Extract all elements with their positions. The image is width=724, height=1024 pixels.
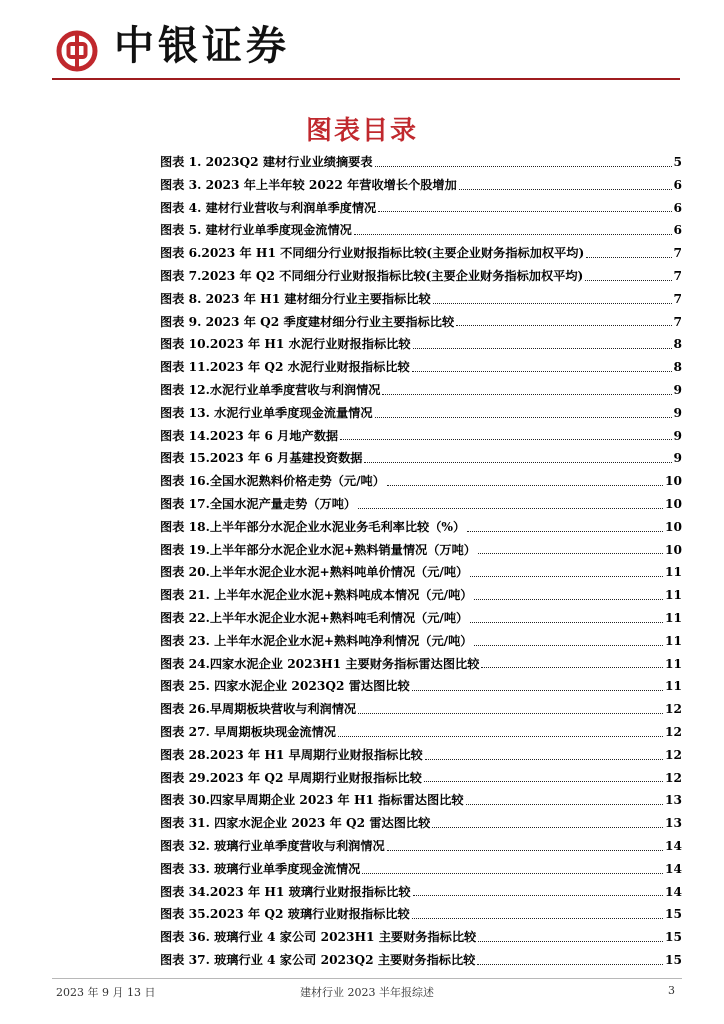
footer-report-title: 建材行业 2023 半年报综述	[300, 986, 434, 999]
toc-item-page: 6	[673, 223, 682, 238]
toc-item[interactable]	[160, 288, 682, 311]
toc-item[interactable]	[160, 311, 682, 334]
toc-item-page: 8	[673, 360, 682, 375]
toc-item-label: 图表 5. 建材行业单季度现金流情况	[160, 223, 352, 238]
toc-item[interactable]	[160, 197, 682, 220]
toc-item-label: 图表 6.2023 年 H1 不同细分行业财报指标比较(主要企业财务指标加权平均)	[160, 246, 585, 261]
toc-leader-dots	[456, 325, 671, 326]
toc-leader-dots	[358, 508, 663, 509]
toc-item-page: 15	[665, 930, 682, 945]
toc-item-label: 图表 22.上半年水泥企业水泥+熟料吨毛利情况（元/吨）	[160, 610, 469, 625]
toc-item[interactable]	[160, 721, 682, 744]
toc-item-page: 11	[665, 679, 682, 694]
toc-leader-dots	[362, 873, 663, 874]
toc-leader-dots	[412, 371, 672, 372]
toc-leader-dots	[466, 804, 664, 805]
brand-name: 中银证券	[114, 22, 290, 69]
toc-item-label: 图表 35.2023 年 Q2 玻璃行业财报指标比较	[160, 907, 410, 922]
toc-item-label: 图表 21. 上半年水泥企业水泥+熟料吨成本情况（元/吨）	[160, 588, 473, 603]
toc-item-label: 图表 30.四家早周期企业 2023 年 H1 指标雷达图比较	[160, 793, 464, 808]
toc-item-label: 图表 31. 四家水泥企业 2023 年 Q2 雷达图比较	[160, 816, 431, 831]
toc-item-label: 图表 12.水泥行业单季度营收与利润情况	[160, 382, 381, 397]
toc-item-label: 图表 25. 四家水泥企业 2023Q2 雷达图比较	[160, 679, 410, 694]
toc-item-label: 图表 14.2023 年 6 月地产数据	[160, 428, 339, 443]
toc-item-page: 12	[665, 747, 682, 762]
toc-leader-dots	[375, 166, 672, 167]
toc-item-label: 图表 27. 早周期板块现金流情况	[160, 724, 336, 739]
toc-item[interactable]	[160, 584, 682, 607]
toc-item[interactable]	[160, 516, 682, 539]
toc-item-page: 13	[665, 793, 682, 808]
toc-item[interactable]	[160, 470, 682, 493]
toc-item-page: 7	[673, 314, 682, 329]
toc-leader-dots	[470, 622, 663, 623]
toc-item-page: 7	[673, 268, 682, 283]
toc-leader-dots	[358, 713, 663, 714]
toc-item[interactable]	[160, 744, 682, 767]
toc-item-page: 11	[665, 633, 682, 648]
toc-item[interactable]	[160, 242, 682, 265]
toc-item-label: 图表 1. 2023Q2 建材行业业绩摘要表	[160, 155, 373, 169]
toc-item-page: 10	[665, 474, 682, 489]
toc-item[interactable]	[160, 903, 682, 926]
toc-item-page: 12	[665, 724, 682, 739]
toc-leader-dots	[478, 553, 663, 554]
toc-item-label: 图表 4. 建材行业营收与利润单季度情况	[160, 200, 377, 215]
toc-item-page: 11	[665, 565, 682, 580]
toc-item[interactable]	[160, 539, 682, 562]
footer-date: 2023 年 9 月 13 日	[56, 986, 156, 999]
toc-item-page: 7	[673, 291, 682, 306]
toc-item-page: 14	[665, 838, 682, 853]
toc-item[interactable]	[160, 356, 682, 379]
toc-item[interactable]	[160, 698, 682, 721]
toc-item[interactable]	[160, 333, 682, 356]
toc-item[interactable]	[160, 812, 682, 835]
toc-item[interactable]	[160, 425, 682, 448]
toc-leader-dots	[474, 645, 663, 646]
toc-item-page: 6	[673, 177, 682, 192]
toc-item-label: 图表 28.2023 年 H1 早周期行业财报指标比较	[160, 747, 423, 762]
toc-item[interactable]	[160, 926, 682, 949]
toc-item-label: 图表 24.四家水泥企业 2023H1 主要财务指标雷达图比较	[160, 656, 480, 671]
toc-leader-dots	[375, 417, 672, 418]
toc-leader-dots	[387, 485, 663, 486]
toc-item-page: 12	[665, 770, 682, 785]
header-divider	[52, 78, 680, 80]
toc-item-page: 13	[665, 816, 682, 831]
toc-item-label: 图表 36. 玻璃行业 4 家公司 2023H1 主要财务指标比较	[160, 930, 477, 945]
toc-item[interactable]	[160, 675, 682, 698]
toc-leader-dots	[338, 736, 663, 737]
toc-item-label: 图表 17.全国水泥产量走势（万吨）	[160, 496, 357, 511]
toc-item-label: 图表 8. 2023 年 H1 建材细分行业主要指标比较	[160, 291, 431, 306]
toc-item-page: 11	[665, 610, 682, 625]
toc-item[interactable]	[160, 607, 682, 630]
bank-of-china-logo-icon	[56, 30, 98, 72]
toc-item-label: 图表 32. 玻璃行业单季度营收与利润情况	[160, 838, 385, 853]
toc-item-page: 8	[673, 337, 682, 352]
toc-leader-dots	[424, 781, 663, 782]
toc-leader-dots	[433, 303, 672, 304]
toc-leader-dots	[477, 964, 663, 965]
toc-item[interactable]	[160, 402, 682, 425]
toc-leader-dots	[412, 690, 663, 691]
toc-item-label: 图表 20.上半年水泥企业水泥+熟料吨单价情况（元/吨）	[160, 565, 469, 580]
toc-item-label: 图表 16.全国水泥熟料价格走势（元/吨）	[160, 474, 385, 489]
footer-page-number: 3	[668, 984, 675, 997]
toc-item-page: 9	[673, 451, 682, 466]
toc-item[interactable]	[160, 835, 682, 858]
toc-item-page: 10	[665, 519, 682, 534]
toc-item[interactable]	[160, 493, 682, 516]
toc-item-label: 图表 29.2023 年 Q2 早周期行业财报指标比较	[160, 770, 422, 785]
page-header	[0, 0, 724, 82]
toc-item-page: 11	[665, 656, 682, 671]
toc-leader-dots	[481, 667, 663, 668]
toc-item-label: 图表 9. 2023 年 Q2 季度建材细分行业主要指标比较	[160, 314, 455, 329]
toc-item-label: 图表 26.早周期板块营收与利润情况	[160, 702, 357, 717]
toc-item[interactable]	[160, 379, 682, 402]
toc-item-label: 图表 7.2023 年 Q2 不同细分行业财报指标比较(主要企业财务指标加权平均)	[160, 268, 584, 283]
toc-item-page: 9	[673, 428, 682, 443]
toc-item-label: 图表 11.2023 年 Q2 水泥行业财报指标比较	[160, 360, 410, 375]
toc-item[interactable]	[160, 447, 682, 470]
toc-item-page: 14	[665, 884, 682, 899]
toc-item[interactable]	[160, 789, 682, 812]
toc-leader-dots	[387, 850, 663, 851]
toc-item-label: 图表 33. 玻璃行业单季度现金流情况	[160, 861, 361, 876]
toc-leader-dots	[382, 394, 671, 395]
toc-item[interactable]	[160, 881, 682, 904]
toc-item-label: 图表 37. 玻璃行业 4 家公司 2023Q2 主要财务指标比较	[160, 952, 476, 967]
toc-item-label: 图表 23. 上半年水泥企业水泥+熟料吨净利情况（元/吨）	[160, 633, 473, 648]
toc-item[interactable]	[160, 561, 682, 584]
toc-item-label: 图表 15.2023 年 6 月基建投资数据	[160, 451, 363, 466]
toc-leader-dots	[586, 257, 671, 258]
toc-item-page: 10	[665, 542, 682, 557]
toc-item[interactable]	[160, 653, 682, 676]
toc-leader-dots	[459, 189, 672, 190]
toc-leader-dots	[425, 759, 663, 760]
toc-item[interactable]	[160, 151, 682, 174]
toc-item-label: 图表 3. 2023 年上半年较 2022 年营收增长个股增加	[160, 177, 457, 192]
toc-leader-dots	[378, 211, 671, 212]
toc-item-page: 6	[673, 200, 682, 215]
toc-list	[160, 151, 682, 972]
toc-item-page: 15	[665, 952, 682, 967]
toc-item-page: 9	[673, 405, 682, 420]
toc-item-label: 图表 34.2023 年 H1 玻璃行业财报指标比较	[160, 884, 411, 899]
toc-item-label: 图表 13. 水泥行业单季度现金流量情况	[160, 405, 373, 420]
toc-item[interactable]	[160, 265, 682, 288]
toc-leader-dots	[585, 280, 671, 281]
toc-leader-dots	[354, 234, 672, 235]
toc-item[interactable]	[160, 858, 682, 881]
toc-leader-dots	[432, 827, 663, 828]
toc-leader-dots	[413, 895, 664, 896]
toc-leader-dots	[467, 531, 663, 532]
toc-item[interactable]	[160, 767, 682, 790]
toc-leader-dots	[412, 918, 663, 919]
toc-leader-dots	[470, 576, 663, 577]
footer-divider	[52, 978, 682, 979]
toc-leader-dots	[364, 462, 671, 463]
toc-item[interactable]	[160, 174, 682, 197]
toc-item-page: 5	[673, 155, 682, 169]
toc-leader-dots	[478, 941, 663, 942]
toc-leader-dots	[340, 439, 671, 440]
toc-item-page: 15	[665, 907, 682, 922]
toc-item[interactable]	[160, 630, 682, 653]
toc-item-page: 10	[665, 496, 682, 511]
toc-title: 图表目录	[305, 116, 418, 146]
toc-item-page: 7	[673, 246, 682, 261]
toc-item-page: 11	[665, 588, 682, 603]
toc-item-page: 9	[673, 382, 682, 397]
toc-leader-dots	[413, 348, 672, 349]
toc-item-label: 图表 10.2023 年 H1 水泥行业财报指标比较	[160, 337, 411, 352]
toc-item-page: 12	[665, 702, 682, 717]
toc-item-label: 图表 18.上半年部分水泥企业水泥业务毛利率比较（%）	[160, 519, 466, 534]
toc-item[interactable]	[160, 219, 682, 242]
toc-leader-dots	[474, 599, 663, 600]
toc-item-label: 图表 19.上半年部分水泥企业水泥+熟料销量情况（万吨）	[160, 542, 476, 557]
toc-item[interactable]	[160, 949, 682, 972]
toc-item-page: 14	[665, 861, 682, 876]
